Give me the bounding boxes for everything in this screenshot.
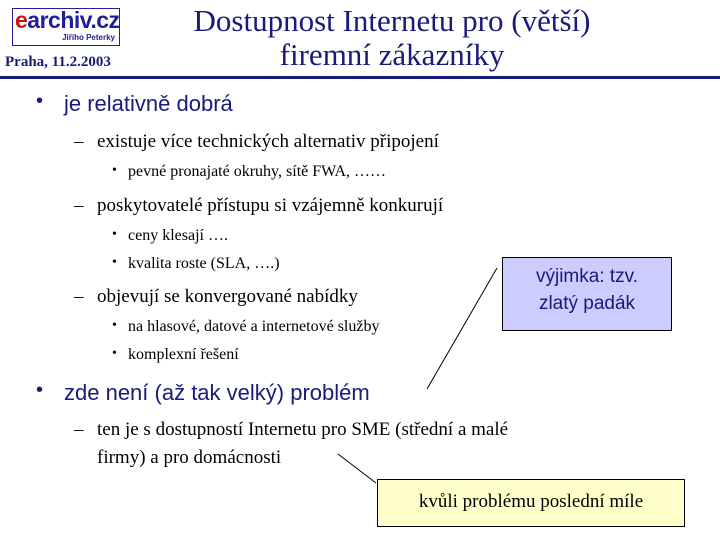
sub-bullet-1-2: poskytovatelé přístupu si vzájemně konkurují: [97, 195, 444, 216]
sub-bullet-2-1-line-1: ten je s dostupností Internetu pro SME (střední a malé: [97, 419, 509, 440]
title-line-2: firemní zákazníky: [279, 37, 505, 72]
title-line-1: Dostupnost Internetu pro (větší): [193, 3, 591, 38]
callout-golden-parachute: [502, 257, 672, 331]
dash-marker: –: [74, 195, 84, 216]
dash-marker: –: [74, 286, 84, 307]
item-1-1-1: pevné pronajaté okruhy, sítě FWA, ……: [128, 163, 387, 180]
callout-2-connector: [338, 454, 376, 483]
logo-e-letter: e: [15, 7, 28, 33]
logo-author: Jiřího Peterky: [62, 33, 115, 42]
dot-marker: •: [112, 346, 117, 361]
item-1-2-2: kvalita roste (SLA, ….): [128, 255, 280, 272]
dash-marker: –: [74, 419, 84, 440]
item-1-3-1: na hlasové, datové a internetové služby: [128, 318, 380, 335]
dot-marker: •: [112, 318, 117, 333]
slide-date: Praha, 11.2.2003: [5, 54, 111, 70]
bullet-2-text: zde není (až tak velký) problém: [64, 380, 370, 405]
dot-marker: •: [112, 255, 117, 270]
callout-1-line-2: zlatý padák: [538, 293, 636, 314]
bullet-1-text: je relativně dobrá: [64, 91, 233, 116]
logo-text: archiv.cz: [27, 7, 120, 33]
callout-last-mile: kvůli problému poslední míle: [377, 479, 685, 527]
callout-1-connector: [427, 268, 497, 389]
sub-bullet-2-1-line-2: firmy) a pro domácnosti: [97, 447, 282, 468]
dot-marker: •: [112, 227, 117, 242]
bullet-marker: •: [36, 379, 44, 401]
dot-marker: •: [112, 163, 117, 178]
dash-marker: –: [74, 131, 84, 152]
item-1-3-2: komplexní řešení: [128, 346, 239, 363]
bullet-marker: •: [36, 90, 44, 112]
sub-bullet-1-1: existuje více technických alternativ připojení: [97, 131, 439, 152]
item-1-2-1: ceny klesají ….: [128, 227, 228, 244]
sub-bullet-1-3: objevují se konvergované nabídky: [97, 286, 358, 307]
callout-1-line-1: výjimka: tzv.: [535, 266, 639, 287]
